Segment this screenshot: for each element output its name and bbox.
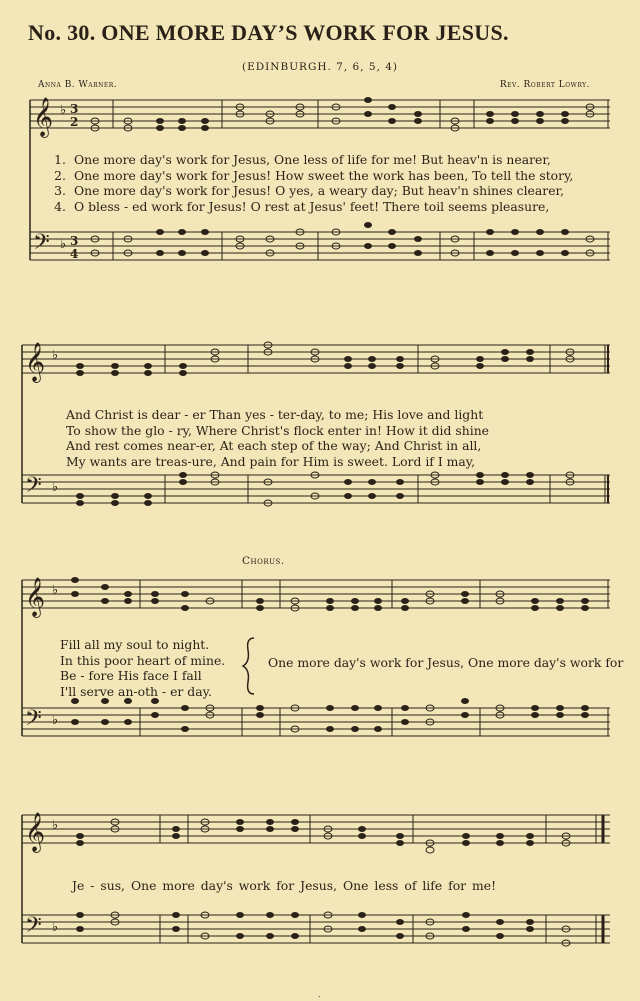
svg-text:♭: ♭ [52, 818, 59, 833]
verse-line: 3. One more day's work for Jesus! O yes, a weary day; But heav'n shines clearer, [54, 183, 565, 199]
bass-staff-1 [30, 232, 610, 260]
verse-line: 4. O bless - ed work for Jesus! O rest at Jesus' feet! There toil seems pleasure, [54, 198, 550, 214]
verse-line: To show the glo - ry, Where Christ's flock enter in! How it did shine [66, 422, 490, 438]
verse-block-3 [60, 637, 225, 699]
verse-block-1 [50, 152, 573, 214]
treble-staff-1 [30, 100, 610, 128]
page-mark: . [318, 990, 321, 999]
svg-text:𝄢: 𝄢 [25, 706, 42, 736]
verse-line: I'll serve an-oth - er day. [60, 683, 212, 699]
bass-staff-3 [22, 708, 610, 736]
verse-line: And Christ is dear - er Than yes - ter-day, to me; His love and light [66, 407, 484, 422]
svg-text:𝄞: 𝄞 [25, 342, 46, 382]
chorus-label: Chorus. [242, 555, 285, 567]
verse-line: 1. One more day's work for Jesus, One less of life for me! But heav'n is nearer, [54, 152, 551, 167]
verse-line: Fill all my soul to night. [60, 637, 210, 652]
svg-text:𝄞: 𝄞 [25, 577, 46, 617]
verse-line: My wants are treas-ure, And pain for Him is sweet. Lord if I may, [66, 453, 476, 469]
brace-icon [240, 636, 260, 696]
author-credit: Anna B. Warner. [38, 80, 118, 90]
tune-name: (EDINBURGH. 7, 6, 5, 4) [241, 61, 399, 73]
verse-block-2 [66, 407, 489, 469]
final-line: Je - sus, One more day's work for Jesus, One less of life for me! [72, 878, 497, 893]
svg-text:♭: ♭ [52, 920, 59, 935]
svg-text:3: 3 [70, 234, 79, 248]
svg-text:♭: ♭ [52, 713, 59, 728]
svg-text:𝄢: 𝄢 [25, 913, 42, 943]
hymn-title: No. 30. ONE MORE DAY’S WORK FOR JESUS. [28, 20, 509, 45]
verse-line: In this poor heart of mine. [60, 652, 226, 668]
bass-staff-4 [22, 915, 610, 943]
svg-text:3: 3 [70, 102, 79, 116]
svg-text:♭: ♭ [52, 348, 59, 363]
treble-staff-4 [22, 815, 610, 843]
bass-clef-icon: 𝄢 [33, 230, 50, 260]
svg-text:4: 4 [70, 247, 79, 261]
verse-line: 2. One more day's work for Jesus! How sweet the work has been, To tell the story, [54, 167, 574, 183]
music-system-4 [0, 805, 640, 985]
svg-text:𝄢: 𝄢 [25, 473, 42, 503]
svg-text:♭: ♭ [52, 480, 59, 495]
chorus-text: One more day's work for Jesus, One more day's work for [268, 655, 624, 670]
treble-staff-3 [22, 580, 610, 608]
verse-line: Be - fore His face I fall [60, 668, 202, 684]
svg-text:♭: ♭ [52, 583, 59, 598]
composer-credit: Rev. Robert Lowry. [499, 80, 590, 90]
svg-text:𝄞: 𝄞 [25, 812, 46, 852]
svg-text:♭: ♭ [60, 103, 67, 118]
treble-clef-icon: 𝄞 [33, 97, 54, 137]
svg-text:2: 2 [70, 115, 79, 129]
svg-text:♭: ♭ [60, 237, 67, 252]
verse-line: And rest comes near-er, At each step of the way; And Christ in all, [66, 438, 482, 454]
